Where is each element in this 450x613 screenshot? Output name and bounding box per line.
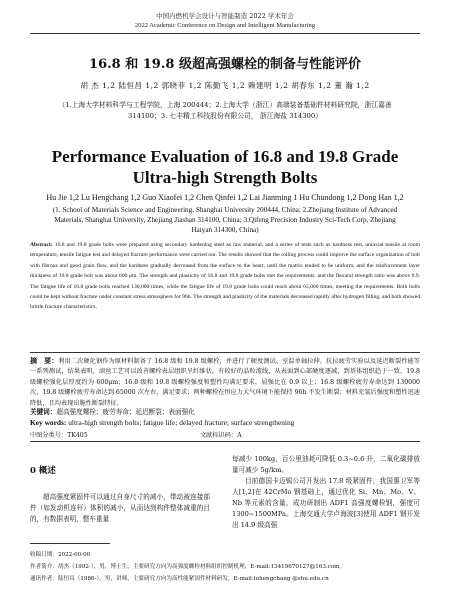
en-title: Performance Evaluation of 16.8 and 19.8 Grade Ultra-high Strength Bolts xyxy=(51,147,399,187)
abstract-rule xyxy=(30,352,420,353)
keywords-en xyxy=(30,418,420,427)
classification-row xyxy=(30,430,420,439)
running-head-cn: 中国内燃机学会设计与智能制造 2022 学术年会 xyxy=(156,12,294,20)
cn-abstract-label: 摘 要： xyxy=(30,356,59,365)
en-abstract-text: 16.8 and 19.8 grade bolts were prepared using secondary hardening steel as raw material, and a series of tests such as hardness test, uniaxial tensile at room temperature, tensile fatigue test and delayed fracture performance were carried out. The results showed that the rolling process could improve the surface organization of bolt with fibrous and good grain flow, and the hardness gradually decreased from the surface to the heart, until the matrix tended to be uniform, and the reinforcement layer thickness of 19.8 grade bolt was about 600 μm. The strength and plasticity of 16.8 and 19.8 grade bolts met the requirements, and the flexural strength ratio was above 0.9. The fatigue life of 16.8 grade bolts reached 130,000 times, while the fatigue life of 19.8 grade bolts could reach about 65,000 times, meeting the requirements. Both bolts could be kept without fracture under constant stress atmosphere for 96h. The strength and plasticity of the materials decreased rapidly after hydrogen filling, and both showed brittle fracture characteristics. xyxy=(30,242,420,311)
en-authors: Hu Jie 1,2 Lu Hengchang 1,2 Guo Xiaofei 1,2 Chen Qinfei 1,2 Lai Jianming 1 Hu Chundong 1,2 Dong Han 1,2 xyxy=(46,193,404,202)
section-title: 0 概述 xyxy=(30,466,56,476)
cn-abstract-text: 利用二次硬化钢作为原材料制备了 16.8 级和 19.8 级螺栓，并进行了硬度测试、室温单轴拉伸、抗拉疲劳实验以及延迟断裂性能等一系列测试，结果表明，滚丝工艺可以改善螺栓表层组织呈纤维状，有较好的晶粒流线，从表面到心部硬度逐减，到基体组织趋于一致，19.8 级螺栓强化层厚度约为 600μm；16.8 级和 19.8 级螺栓强度和塑性均满足要求，屈强比在 0.9 以上；16.8 级螺栓疲劳寿命达到 130000 次，19.8 级螺栓疲劳寿命达到 65000 次左右，满足要求；两种螺栓在恒应力大气环境下能保持 96h 不发生断裂；材料充氢后强度和塑性迅速降低，且均表现出脆性断裂特征。 xyxy=(30,358,420,407)
body-paragraph-right-2: 目前德国卡迈锡公司开发出 17.8 级紧固件，我国惠卫军等人[1,2]在 42CrMo 钢基础上，通过优化 Si、Mn、Mo、V、Nb 等元素的含量，成功研制出 ADF1 高强度螺栓钢，强度可 1300~1500MPa。上海交通大学卢海波[3]使用 ADF1 钢开发出 14.9 级高强 xyxy=(232,477,420,529)
class-code: TK405 xyxy=(67,432,88,439)
cn-title: 16.8 和 19.8 级超高强螺栓的制备与性能评价 xyxy=(89,57,361,72)
en-affiliation: (1. School of Materials Science and Engineering, Shanghai University 200444, China; 2.Zhejiang Institute of Advanced Materials, Shanghai University, Zhejiang Jiashan 314100, China; 3.Qifeng Precision Industry Sci-Tech Corp, Zhejiang Haiyan 314300, China) xyxy=(52,206,398,234)
body-left-column xyxy=(30,452,210,525)
cn-abstract xyxy=(30,356,420,409)
cn-authors: 胡 杰 1,2 陆恒昌 1,2 郭晓菲 1,2 陈勤飞 1,2 赖建明 1,2 胡春东 1,2 董 瀚 1,2 xyxy=(80,81,370,90)
footnote-rule xyxy=(30,543,110,544)
keywords-en-text: ultra-high strength bolts; fatigue life; delayed fracture; surface strengthening xyxy=(68,418,295,427)
footnote-corresponding: 通讯作者：陆恒昌（1986-），男，讲师，主要研究方向为高性能紧固件材料研发，E-mail:luhengchang @shu.edu.cn xyxy=(30,576,329,582)
doc-code: A xyxy=(237,432,242,439)
doc-label: 文献标识码： xyxy=(200,432,238,439)
body-paragraph-left: 超高强度紧固件可以通过自身尺寸的减小，带动被连接部件（如发动机连杆）体积的减小，从而达到构件整体减重的目的，有数据表明，整车重量 xyxy=(30,493,210,523)
keywords-cn-text: 超高强度螺栓；疲劳寿命；延迟断裂；表面强化 xyxy=(56,408,195,416)
running-head-en: 2022 Academic Conference on Design and Intelligent Manufacturing xyxy=(135,22,315,29)
footnote-author: 作者简介：胡杰（1992-），男，博士生，主要研究方向为高强度螺栓材料组织控制机理，E-mail:13419670127@163.com。 xyxy=(30,564,346,570)
keywords-en-label: Key words: xyxy=(30,418,67,427)
body-right-column xyxy=(232,454,420,531)
doc-code-group xyxy=(200,430,242,439)
body-paragraph-right-1: 每减少 100kg，百公里油耗可降低 0.3~0.6 升，二氧化碳排放量可减少 5g/km。 xyxy=(232,455,420,474)
body-rule xyxy=(30,441,420,442)
keywords-cn xyxy=(30,406,420,416)
en-abstract-label: Abstract: xyxy=(30,242,53,248)
footnotes xyxy=(30,549,420,585)
keywords-cn-label: 关键词： xyxy=(30,408,57,416)
en-abstract xyxy=(30,240,420,313)
footnote-received: 收稿日期：2022-00-00 xyxy=(30,552,91,558)
header-rule xyxy=(30,33,420,34)
class-label: 中图分类号： xyxy=(30,432,68,439)
cn-affiliation: （1.上海大学材料科学与工程学院，上海 200444；2.上海大学（浙江）高端装备基础件材料研究院，浙江嘉善 314100；3. 七丰精工科技股份有限公司， 浙江海盐 314300） xyxy=(58,101,392,120)
